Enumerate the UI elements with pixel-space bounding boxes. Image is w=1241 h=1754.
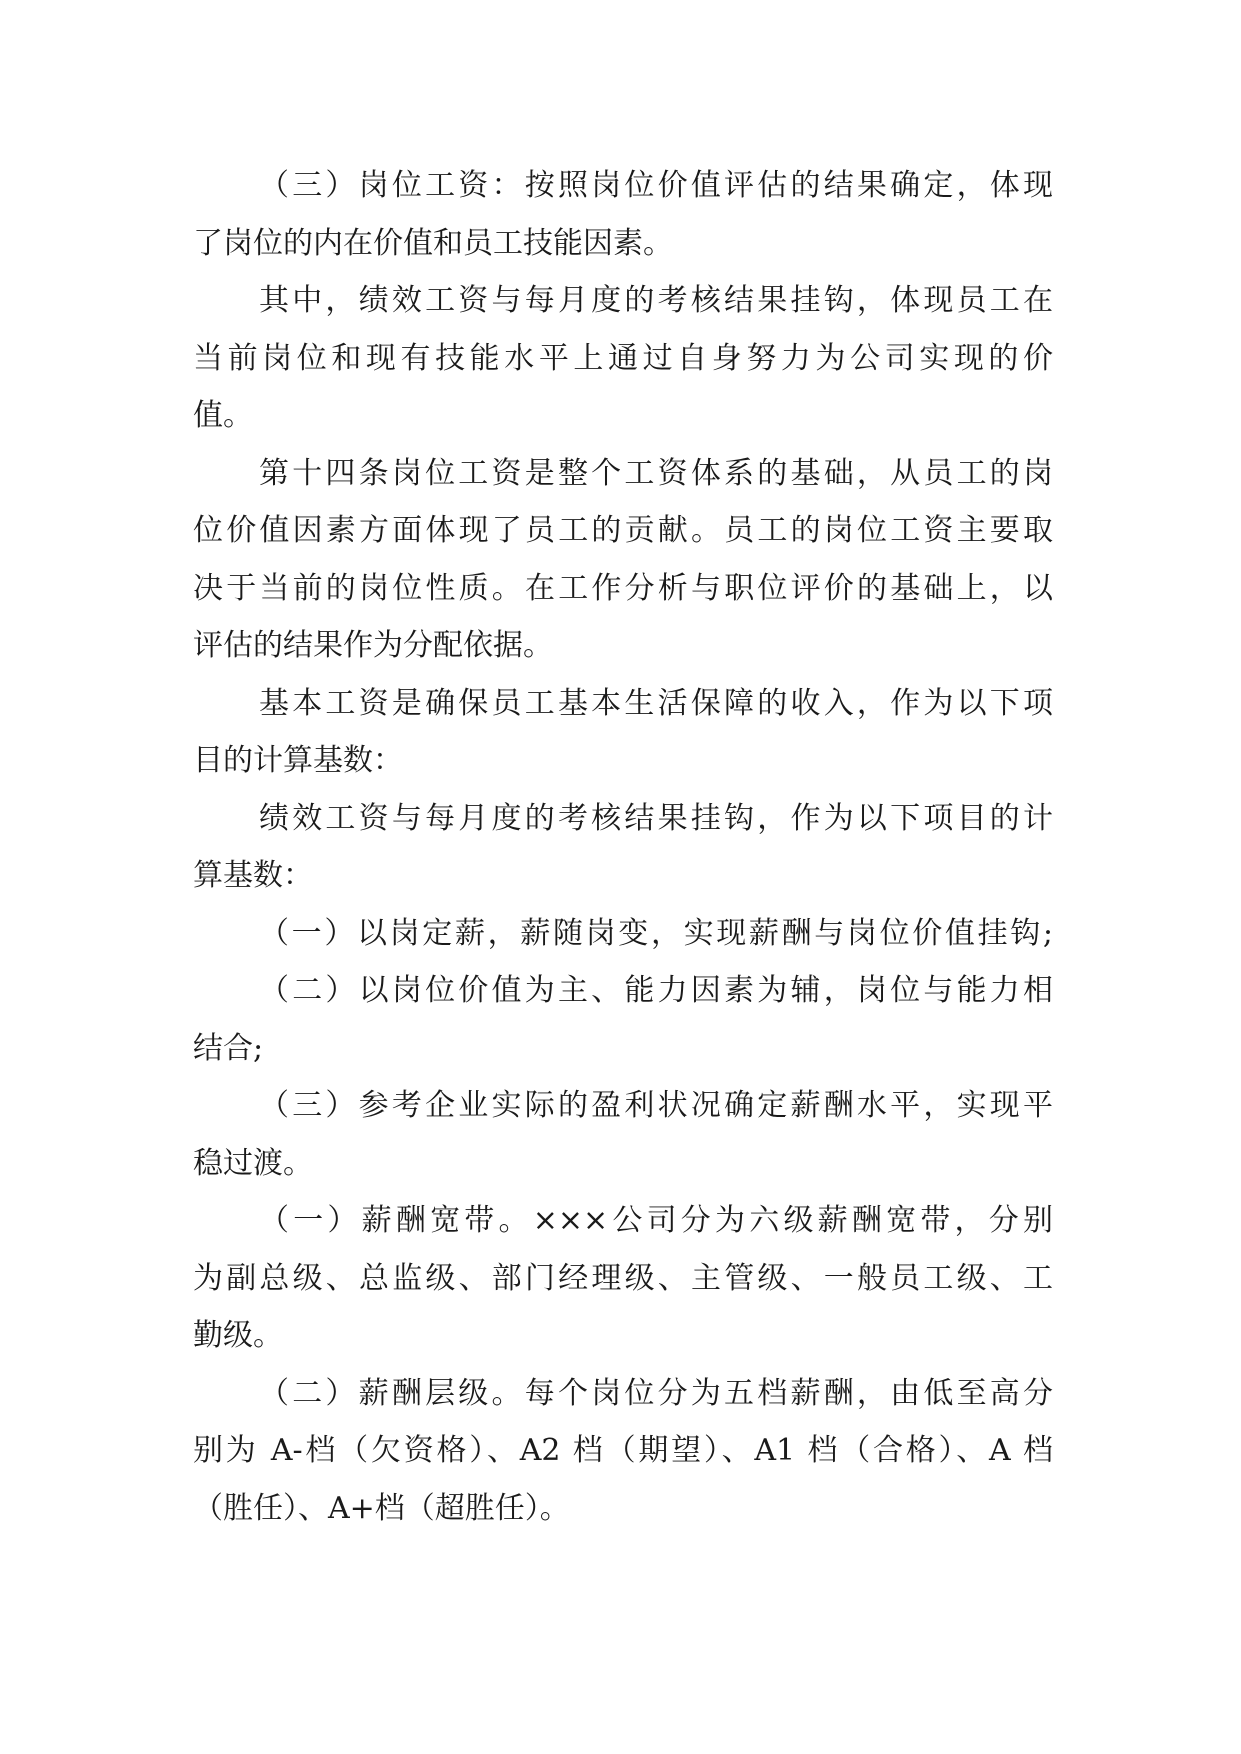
paragraph-line: 绩效工资与每月度的考核结果挂钩，作为以下项目的计 bbox=[259, 801, 1053, 836]
paragraph-line: 评估的结果作为分配依据。 bbox=[193, 628, 553, 663]
paragraph-line: 位价值因素方面体现了员工的贡献。员工的岗位工资主要取 bbox=[193, 513, 1053, 548]
paragraph-line: 目的计算基数： bbox=[193, 743, 403, 778]
paragraph-line: 别为 A-档（欠资格）、A2 档（期望）、A1 档（合格）、A 档 bbox=[193, 1433, 1053, 1468]
paragraph-line: 基本工资是确保员工基本生活保障的收入，作为以下项 bbox=[259, 686, 1053, 721]
paragraph-line: 了岗位的内在价值和员工技能因素。 bbox=[193, 226, 673, 261]
paragraph-line: 值。 bbox=[193, 398, 253, 433]
paragraph-line: 稳过渡。 bbox=[193, 1146, 313, 1181]
paragraph-line: 其中，绩效工资与每月度的考核结果挂钩，体现员工在 bbox=[259, 283, 1053, 318]
paragraph-line: （三）参考企业实际的盈利状况确定薪酬水平，实现平 bbox=[259, 1088, 1053, 1123]
paragraph-line: 算基数： bbox=[193, 858, 313, 893]
paragraph-line: （二）薪酬层级。每个岗位分为五档薪酬，由低至高分 bbox=[259, 1376, 1053, 1411]
paragraph-line: 为副总级、总监级、部门经理级、主管级、一般员工级、工 bbox=[193, 1261, 1053, 1296]
paragraph-line: （三）岗位工资：按照岗位价值评估的结果确定，体现 bbox=[259, 168, 1053, 203]
paragraph-line: （二）以岗位价值为主、能力因素为辅，岗位与能力相 bbox=[259, 973, 1053, 1008]
paragraph-line: （一）以岗定薪，薪随岗变，实现薪酬与岗位价值挂钩; bbox=[259, 916, 1053, 951]
paragraph-line: 第十四条岗位工资是整个工资体系的基础，从员工的岗 bbox=[259, 456, 1053, 491]
paragraph-line: 决于当前的岗位性质。在工作分析与职位评价的基础上，以 bbox=[193, 571, 1053, 606]
paragraph-line: （胜任）、A+档（超胜任）。 bbox=[193, 1491, 570, 1526]
paragraph-line: 勤级。 bbox=[193, 1318, 283, 1353]
paragraph-line: （一）薪酬宽带。×××公司分为六级薪酬宽带，分别 bbox=[259, 1203, 1053, 1238]
paragraph-line: 当前岗位和现有技能水平上通过自身努力为公司实现的价 bbox=[193, 341, 1053, 376]
paragraph-line: 结合; bbox=[193, 1031, 264, 1066]
